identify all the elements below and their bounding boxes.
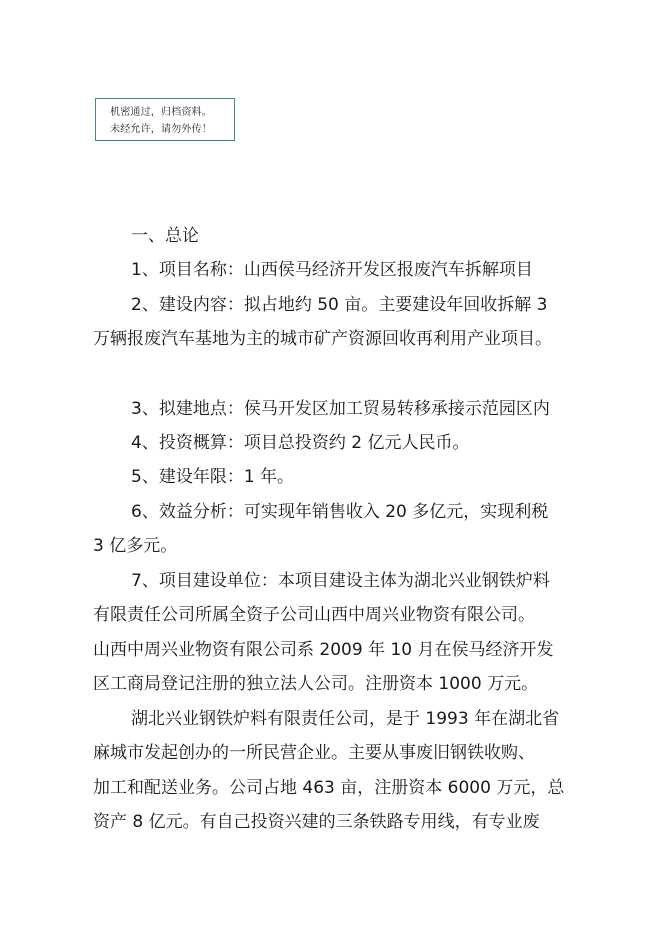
paragraph-line: 区工商局登记注册的独立法人公司。注册资本 1000 万元。 (93, 674, 539, 694)
notice-line-1: 机密通过，归档资料。 (110, 107, 212, 118)
paragraph-line: 麻城市发起创办的一所民营企业。主要从事废旧钢铁收购、 (93, 743, 535, 763)
paragraph-line: 4、投资概算：项目总投资约 2 亿元人民币。 (131, 433, 470, 453)
paragraph-line: 万辆报废汽车基地为主的城市矿产资源回收再利用产业项目。 (93, 329, 552, 349)
paragraph-line: 加工和配送业务。公司占地 463 亩，注册资本 6000 万元，总 (93, 778, 565, 798)
paragraph-line: 1、项目名称：山西侯马经济开发区报废汽车拆解项目 (131, 260, 533, 280)
paragraph-line: 湖北兴业钢铁炉料有限责任公司，是于 1993 年在湖北省 (131, 709, 560, 729)
paragraph-line: 2、建设内容：拟占地约 50 亩。主要建设年回收拆解 3 (131, 295, 548, 315)
paragraph-line: 有限责任公司所属全资子公司山西中周兴业物资有限公司。 (93, 605, 535, 625)
notice-line-2: 未经允许，请勿外传！ (110, 124, 212, 135)
paragraph-line: 5、建设年限：1 年。 (131, 467, 295, 487)
notice-box (95, 98, 235, 141)
paragraph-line: 山西中周兴业物资有限公司系 2009 年 10 月在侯马经济开发 (93, 640, 554, 660)
paragraph-line: 3、拟建地点：侯马开发区加工贸易转移承接示范园区内 (131, 399, 550, 419)
paragraph-line: 6、效益分析：可实现年销售收入 20 多亿元，实现利税 (131, 502, 549, 522)
paragraph-line: 7、项目建设单位：本项目建设主体为湖北兴业钢铁炉料 (131, 571, 550, 591)
section-heading: 一、总论 (131, 226, 199, 246)
paragraph-line: 3 亿多元。 (93, 536, 178, 556)
paragraph-line: 资产 8 亿元。有自己投资兴建的三条铁路专用线，有专业废 (93, 812, 540, 832)
